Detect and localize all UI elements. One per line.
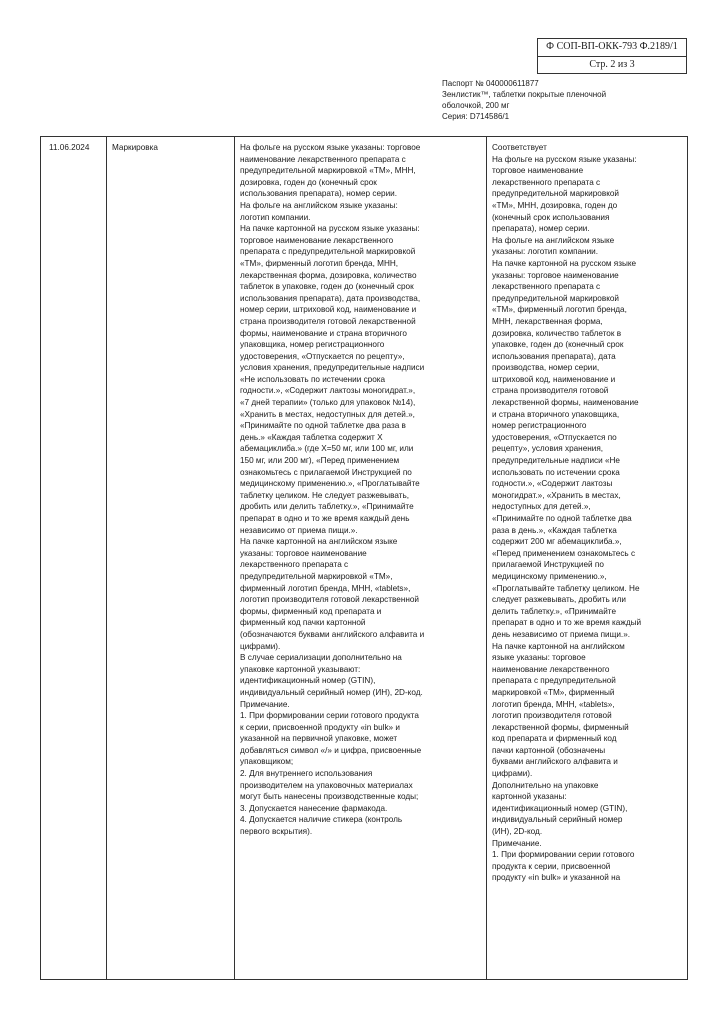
column-divider [106, 137, 107, 979]
page-number: Стр. 2 из 3 [589, 59, 635, 70]
document-code-box [537, 38, 687, 74]
passport-info [442, 78, 672, 122]
results-table [40, 136, 688, 980]
batch-number: Серия: D714586/1 [442, 112, 510, 121]
product-form: оболочкой, 200 мг [442, 101, 510, 110]
requirement-text: На фольге на русском языке указаны: торговое наименование лекарственного препарата с предупредительной маркировкой «TM», МНН, дозировка, годен до (конечный срок использования препарата), номер серии. На фольге на английском языке указаны: логотип компании. На пачке картонной на русском языке указаны: торговое наименование лекарственного препарата с предупредительной маркировкой «TM», фирменный логотип бренда, МНН, лекарственная форма, дозировка, количество таблеток в упаковке, годен до (конечный срок использования препарата), дата производства, номер серии, штриховой код, наименование и страна производителя готовой лекарственной формы, наименование и страна вторичного упаковщика, номер регистрационного удостоверения, «Отпускается по рецепту», условия хранения, предупредительные надписи «Не использовать по истечении срока годности.», «Содержит лактозы моногидрат.», «7 дней терапии» (только для упаковок №14), «Хранить в местах, недоступных для детей.», «Принимайте по одной таблетке два раза в день.» «Каждая таблетка содержит X абемациклиба.» (где X=50 мг, или 100 мг, или 150 мг, или 200 мг), «Перед применением ознакомьтесь с прилагаемой Инструкцией по медицинскому применению.», «Проглатывайте таблетку целиком. Не следует разжевывать, дробить или делить таблетку.», «Принимайте препарат в одно и то же время каждый день независимо от приема пищи.». На пачке картонной на английском языке указаны: торговое наименование лекарственного препарата с предупредительной маркировкой «TM», фирменный логотип бренда, МНН, «tablets», логотип производителя готовой лекарственной формы, фирменный код препарата и фирменный код пачки картонной (обозначаются буквами английского алфавита и цифрами). В случае сериализации дополнительно на упаковке картонной указывают: идентификационный номер (GTIN), индивидуальный серийный номер (ИН), 2D-код. Примечание. 1. При формировании серии готового продукта к серии, присвоенной продукту «in bulk» и указанной на первичной упаковке, может добавляться символ «/» и цифра, присвоенные упаковщиком; 2. Для внутреннего использования производителем на упаковочных материалах могут быть нанесены производственные коды; 3. Допускается нанесение фармакода. 4. Допускается наличие стикера (контроль первого вскрытия). [240, 143, 425, 837]
product-name: Зенлистик™, таблетки покрытые пленочной [442, 90, 607, 99]
test-date: 11.06.2024 [49, 143, 90, 152]
document-code: Ф СОП-ВП-ОКК-793 Ф.2189/1 [538, 39, 686, 57]
column-divider [486, 137, 487, 979]
test-name: Маркировка [112, 143, 158, 152]
passport-number: Паспорт № 040000611877 [442, 79, 539, 88]
result-text: Соответствует На фольге на русском языке указаны: торговое наименование лекарственного препарата с предупредительной маркировкой «TM», МНН, дозировка, годен до (конечный срок использования препарата), номер серии. На фольге на английском языке указаны: логотип компании. На пачке картонной на русском языке указаны: торговое наименование лекарственного препарата с предупредительной маркировкой «TM», фирменный логотип бренда, МНН, лекарственная форма, дозировка, количество таблеток в упаковке, годен до (конечный срок использования препарата), дата производства, номер серии, штриховой код, наименование и страна производителя готовой лекарственной формы, наименование и страна вторичного упаковщика, номер регистрационного удостоверения, «Отпускается по рецепту», условия хранения, предупредительные надписи «Не использовать по истечении срока годности.», «Содержит лактозы моногидрат.», «Хранить в местах, недоступных для детей.», «Принимайте по одной таблетке два раза в день.», «Каждая таблетка содержит 200 мг абемациклиба.», «Перед применением ознакомьтесь с прилагаемой Инструкцией по медицинскому применению.», «Проглатывайте таблетку целиком. Не следует разжевывать, дробить или делить таблетку.», «Принимайте препарат в одно и то же время каждый день независимо от приема пищи.». На пачке картонной на английском языке указаны: торговое наименование лекарственного препарата с предупредительной маркировкой «TM», фирменный логотип бренда, МНН, «tablets», логотип производителя готовой лекарственной формы, фирменный код препарата и фирменный код пачки картонной (обозначены буквами английского алфавита и цифрами). Дополнительно на упаковке картонной указаны: идентификационный номер (GTIN), индивидуальный серийный номер (ИН), 2D-код. Примечание. 1. При формировании серии готового продукта к серии, присвоенной продукту «in bulk» и указанной на [492, 143, 642, 883]
column-divider [234, 137, 235, 979]
